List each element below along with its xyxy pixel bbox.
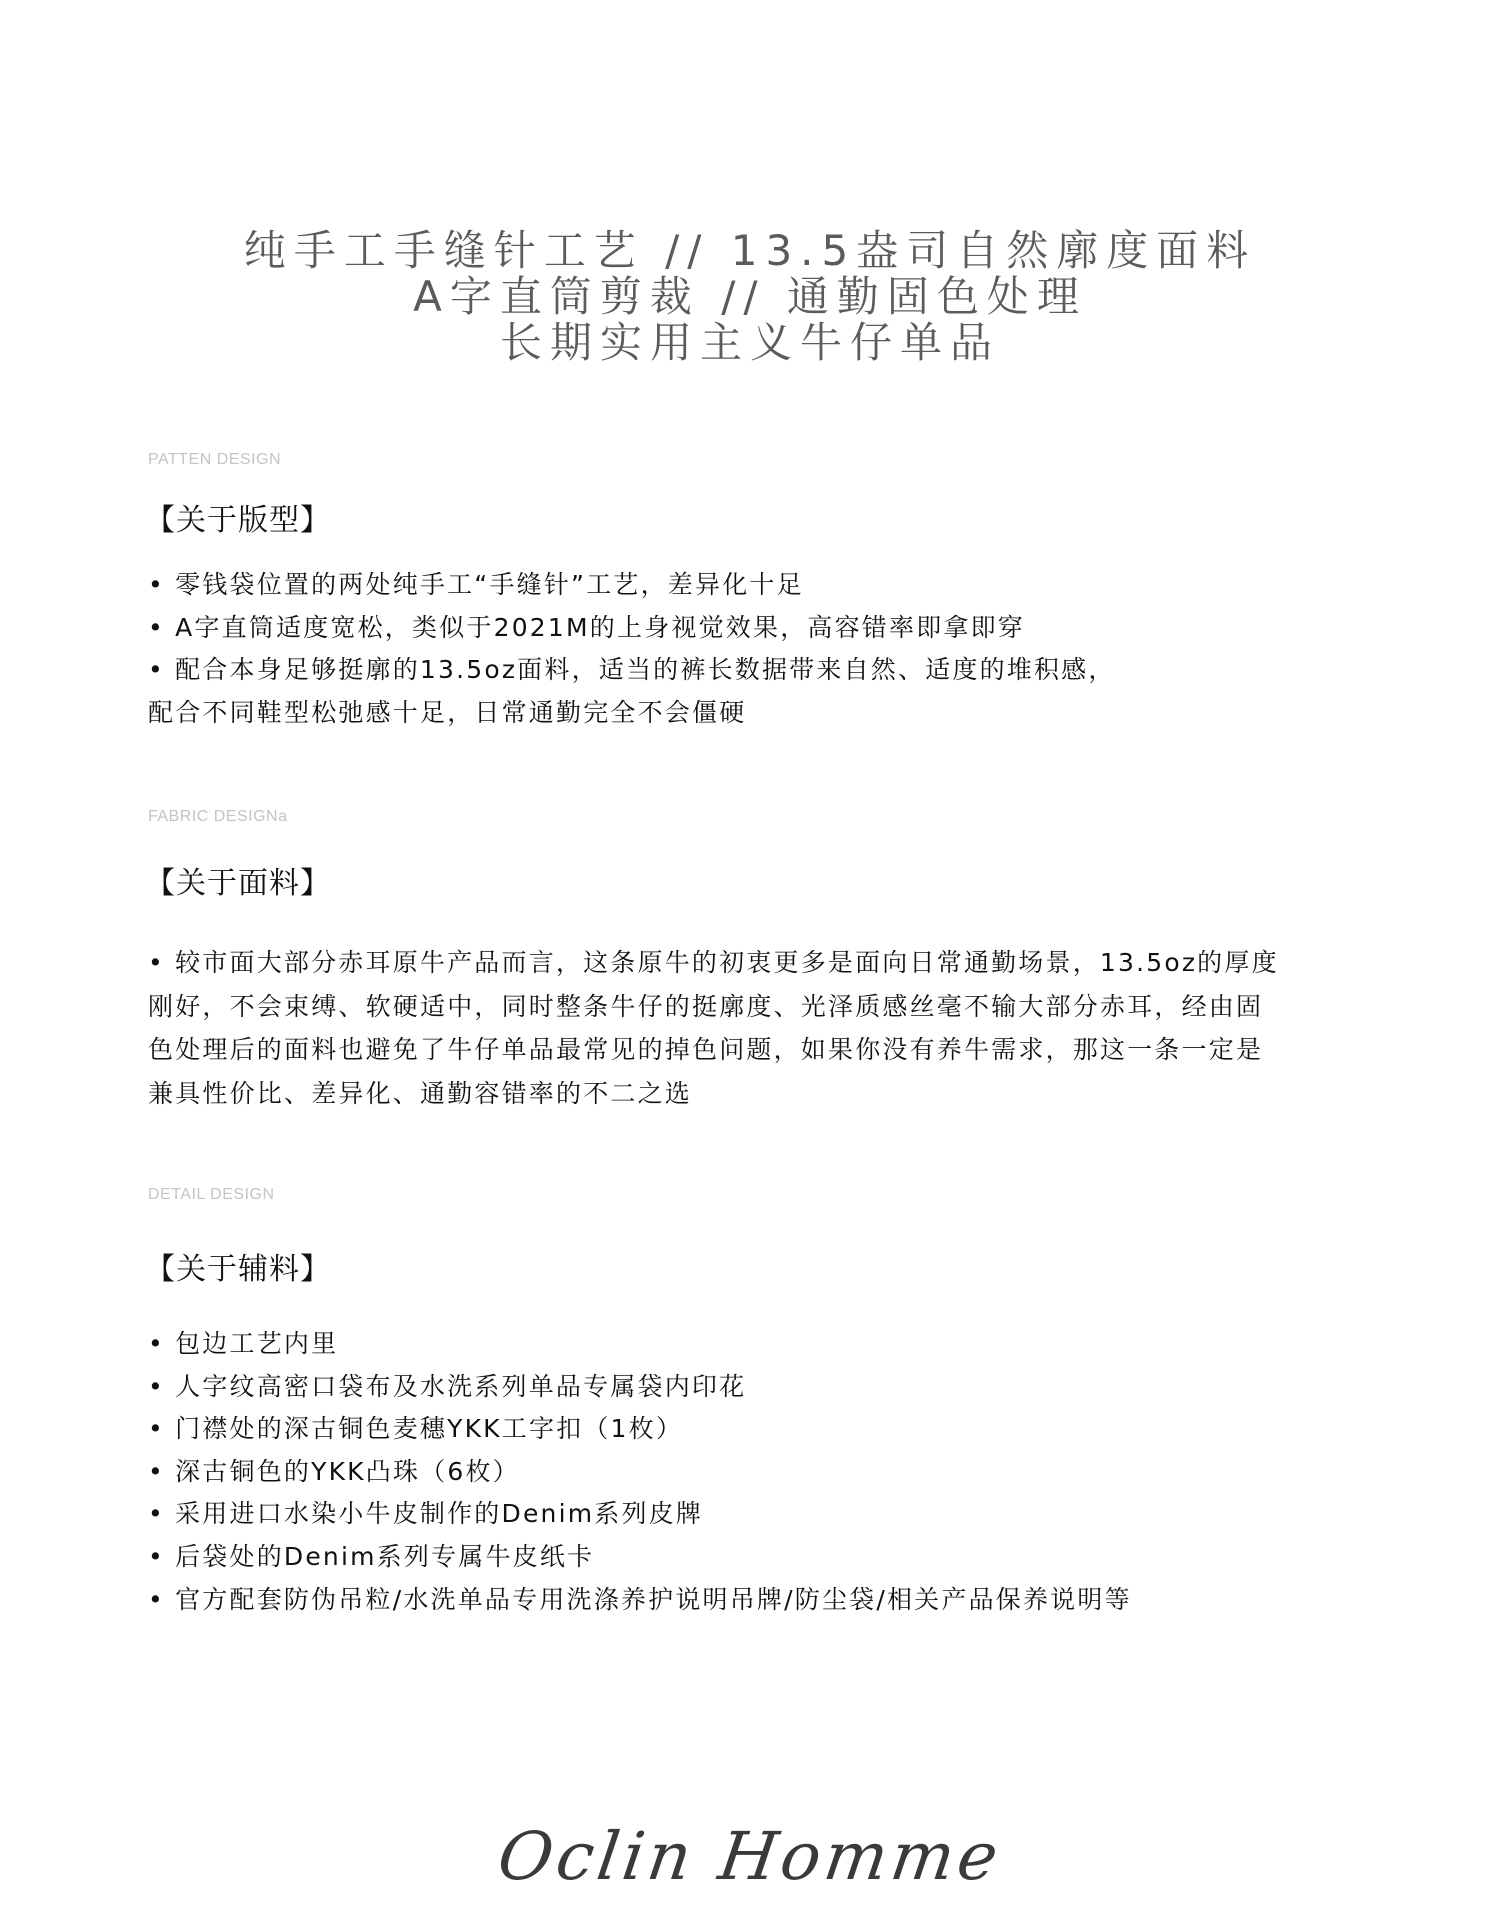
section-tag-pattern: PATTEN DESIGN [148, 451, 282, 468]
section-title-pattern: 【关于版型】 [145, 503, 331, 538]
paragraph-line: 刚好，不会束缚、软硬适中，同时整条牛仔的挺廓度、光泽质感丝毫不输大部分赤耳，经由固 [148, 991, 1264, 1021]
list-item: • A字直筒适度宽松，类似于2021M的上身视觉效果，高容错率即拿即穿 [148, 612, 1025, 642]
header-line-3: 长期实用主义牛仔单品 [499, 318, 1000, 367]
list-item: • 零钱袋位置的两处纯手工“手缝针”工艺，差异化十足 [148, 570, 804, 599]
paragraph-line: 兼具性价比、差异化、通勤容错率的不二之选 [148, 1078, 693, 1108]
brand-logo: Oclin Homme [493, 1818, 1007, 1895]
list-item: • 深古铜色的YKK凸珠（6枚） [148, 1456, 520, 1486]
section-title-detail: 【关于辅料】 [145, 1252, 331, 1287]
section-tag-detail: DETAIL DESIGN [148, 1186, 275, 1203]
page-header [0, 228, 1500, 366]
paragraph-line: 色处理后的面料也避免了牛仔单品最常见的掉色问题，如果你没有养牛需求，那这一条一定是 [148, 1035, 1264, 1064]
section-tag-fabric: FABRIC DESIGNa [148, 808, 288, 825]
list-item: • 采用进口水染小牛皮制作的Denim系列皮牌 [148, 1499, 704, 1529]
list-item: • 配合本身足够挺廓的13.5oz面料，适当的裤长数据带来自然、适度的堆积感， [148, 655, 1116, 684]
pattern-description [148, 564, 1388, 734]
header-line-2: A字直筒剪裁 // 通勤固色处理 [413, 272, 1087, 321]
list-item: • 包边工艺内里 [148, 1329, 339, 1358]
list-item: • 后袋处的Denim系列专属牛皮纸卡 [148, 1541, 595, 1571]
list-item: • 门襟处的深古铜色麦穗YKK工字扣（1枚） [148, 1414, 684, 1444]
list-item: • 官方配套防伪吊粒/水洗单品专用洗涤养护说明吊牌/防尘袋/相关产品保养说明等 [148, 1584, 1132, 1614]
fabric-description [148, 941, 1388, 1115]
list-item: 配合不同鞋型松弛感十足，日常通勤完全不会僵硬 [148, 697, 747, 727]
detail-list [148, 1323, 1388, 1621]
header-line-1: 纯手工手缝针工艺 // 13.5盎司自然廓度面料 [243, 226, 1257, 275]
list-item: • 人字纹高密口袋布及水洗系列单品专属袋内印花 [148, 1371, 747, 1401]
paragraph-line: • 较市面大部分赤耳原牛产品而言，这条原牛的初衷更多是面向日常通勤场景，13.5oz的厚度 [148, 948, 1279, 977]
section-title-fabric: 【关于面料】 [145, 866, 331, 901]
